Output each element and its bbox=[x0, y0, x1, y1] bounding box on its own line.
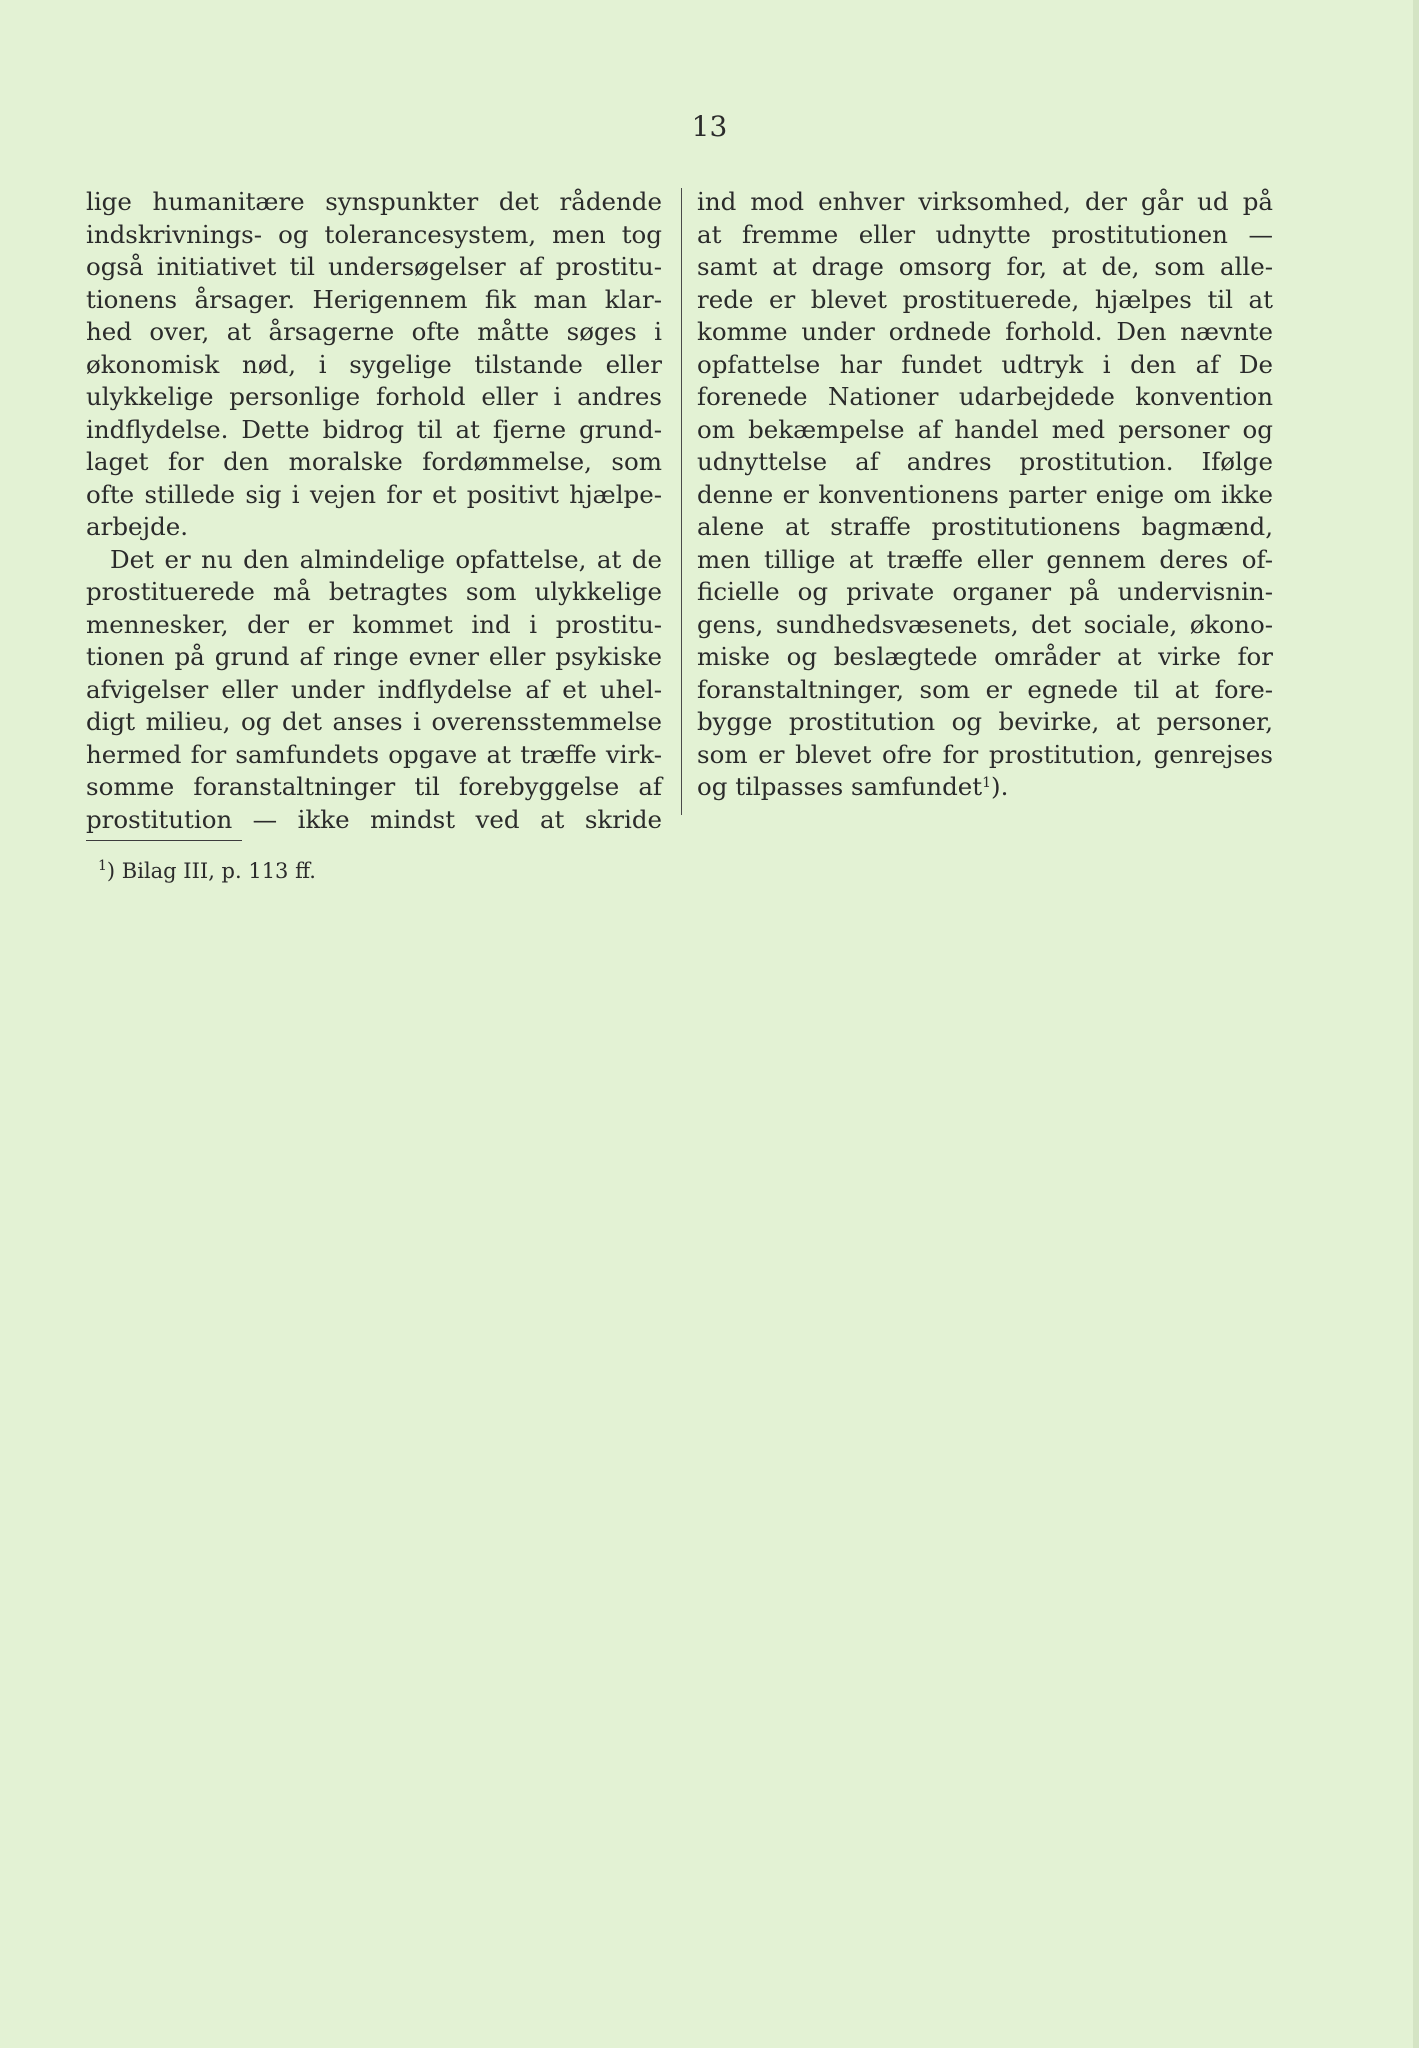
text-line: miske og beslægtede områder at virke for bbox=[697, 642, 1273, 671]
text-line: digt milieu, og det anses i overensstemmelse bbox=[86, 707, 662, 736]
text-line: opfattelse har fundet udtryk i den af De bbox=[697, 349, 1273, 379]
text-line: prostitution — ikke mindst ved at skride bbox=[86, 804, 662, 834]
text-line-content: og tilpasses samfundet bbox=[697, 772, 983, 801]
footnote-divider bbox=[86, 840, 242, 841]
text-line: også initiativet til undersøgelser af prostitu- bbox=[86, 252, 662, 281]
text-line: samt at drage omsorg for, at de, som alle- bbox=[697, 252, 1273, 281]
text-line: udnyttelse af andres prostitution. Ifølge bbox=[697, 447, 1273, 476]
text-line: men tillige at træffe eller gennem deres of- bbox=[697, 544, 1273, 574]
text-line: indskrivnings- og tolerancesystem, men tog bbox=[86, 219, 662, 249]
text-line: afvigelser eller under indflydelse af et uhel- bbox=[86, 674, 662, 704]
text-line: ficielle og private organer på undervisnin- bbox=[697, 577, 1273, 606]
text-line: indflydelse. Dette bidrog til at fjerne grund- bbox=[86, 414, 662, 444]
text-line: at fremme eller udnytte prostitutionen — bbox=[697, 219, 1273, 249]
text-line: forenede Nationer udarbejdede konvention bbox=[697, 382, 1273, 411]
column-divider bbox=[681, 188, 682, 815]
text-line: alene at straffe prostitutionens bagmænd, bbox=[697, 512, 1273, 541]
text-line: arbejde. bbox=[86, 512, 189, 541]
text-line: gens, sundhedsvæsenets, det sociale, økono- bbox=[697, 609, 1273, 639]
page-number: 13 bbox=[691, 110, 728, 143]
footnote-marker: 1 bbox=[98, 858, 107, 874]
text-line: hed over, at årsagerne ofte måtte søges i bbox=[86, 317, 662, 346]
footnote-marker-close: ) bbox=[106, 859, 116, 883]
text-line: bygge prostitution og bevirke, at personer, bbox=[697, 707, 1273, 736]
text-line bbox=[697, 771, 1273, 804]
footnote-text: Bilag III, p. 113 ff. bbox=[115, 859, 316, 883]
paragraph-start-line: Det er nu den almindelige opfattelse, at de bbox=[110, 544, 662, 574]
text-line: denne er konventionens parter enige om ikke bbox=[697, 479, 1273, 509]
text-line: som er blevet ofre for prostitution, genrejses bbox=[697, 739, 1273, 769]
text-line: prostituerede må betragtes som ulykkelige bbox=[86, 577, 662, 606]
text-line: rede er blevet prostituerede, hjælpes til at bbox=[697, 284, 1273, 314]
text-line-end: ). bbox=[991, 772, 1009, 801]
text-line: komme under ordnede forhold. Den nævnte bbox=[697, 317, 1273, 346]
text-line: ulykkelige personlige forhold eller i andres bbox=[86, 382, 662, 411]
footnote bbox=[98, 858, 316, 884]
right-column bbox=[697, 186, 1273, 804]
left-column bbox=[86, 186, 662, 836]
text-line: somme foranstaltninger til forebyggelse af bbox=[86, 772, 662, 801]
text-line: tionens årsager. Herigennem fik man klar- bbox=[86, 284, 662, 314]
page-edge bbox=[1413, 0, 1419, 2048]
text-line: om bekæmpelse af handel med personer og bbox=[697, 414, 1273, 444]
text-line: mennesker, der er kommet ind i prostitu- bbox=[86, 609, 662, 639]
text-line: laget for den moralske fordømmelse, som bbox=[86, 447, 662, 476]
text-line: økonomisk nød, i sygelige tilstande eller bbox=[86, 349, 662, 379]
footnote-reference[interactable]: 1 bbox=[982, 775, 992, 791]
text-line: tionen på grund af ringe evner eller psykiske bbox=[86, 642, 662, 671]
text-line: foranstaltninger, som er egnede til at fore- bbox=[697, 674, 1273, 704]
text-line: ind mod enhver virksomhed, der går ud på bbox=[697, 187, 1273, 216]
text-line: hermed for samfundets opgave at træffe virk- bbox=[86, 739, 662, 769]
text-line: ofte stillede sig i vejen for et positivt hjælpe- bbox=[86, 479, 662, 509]
text-line: lige humanitære synspunkter det rådende bbox=[86, 187, 662, 216]
